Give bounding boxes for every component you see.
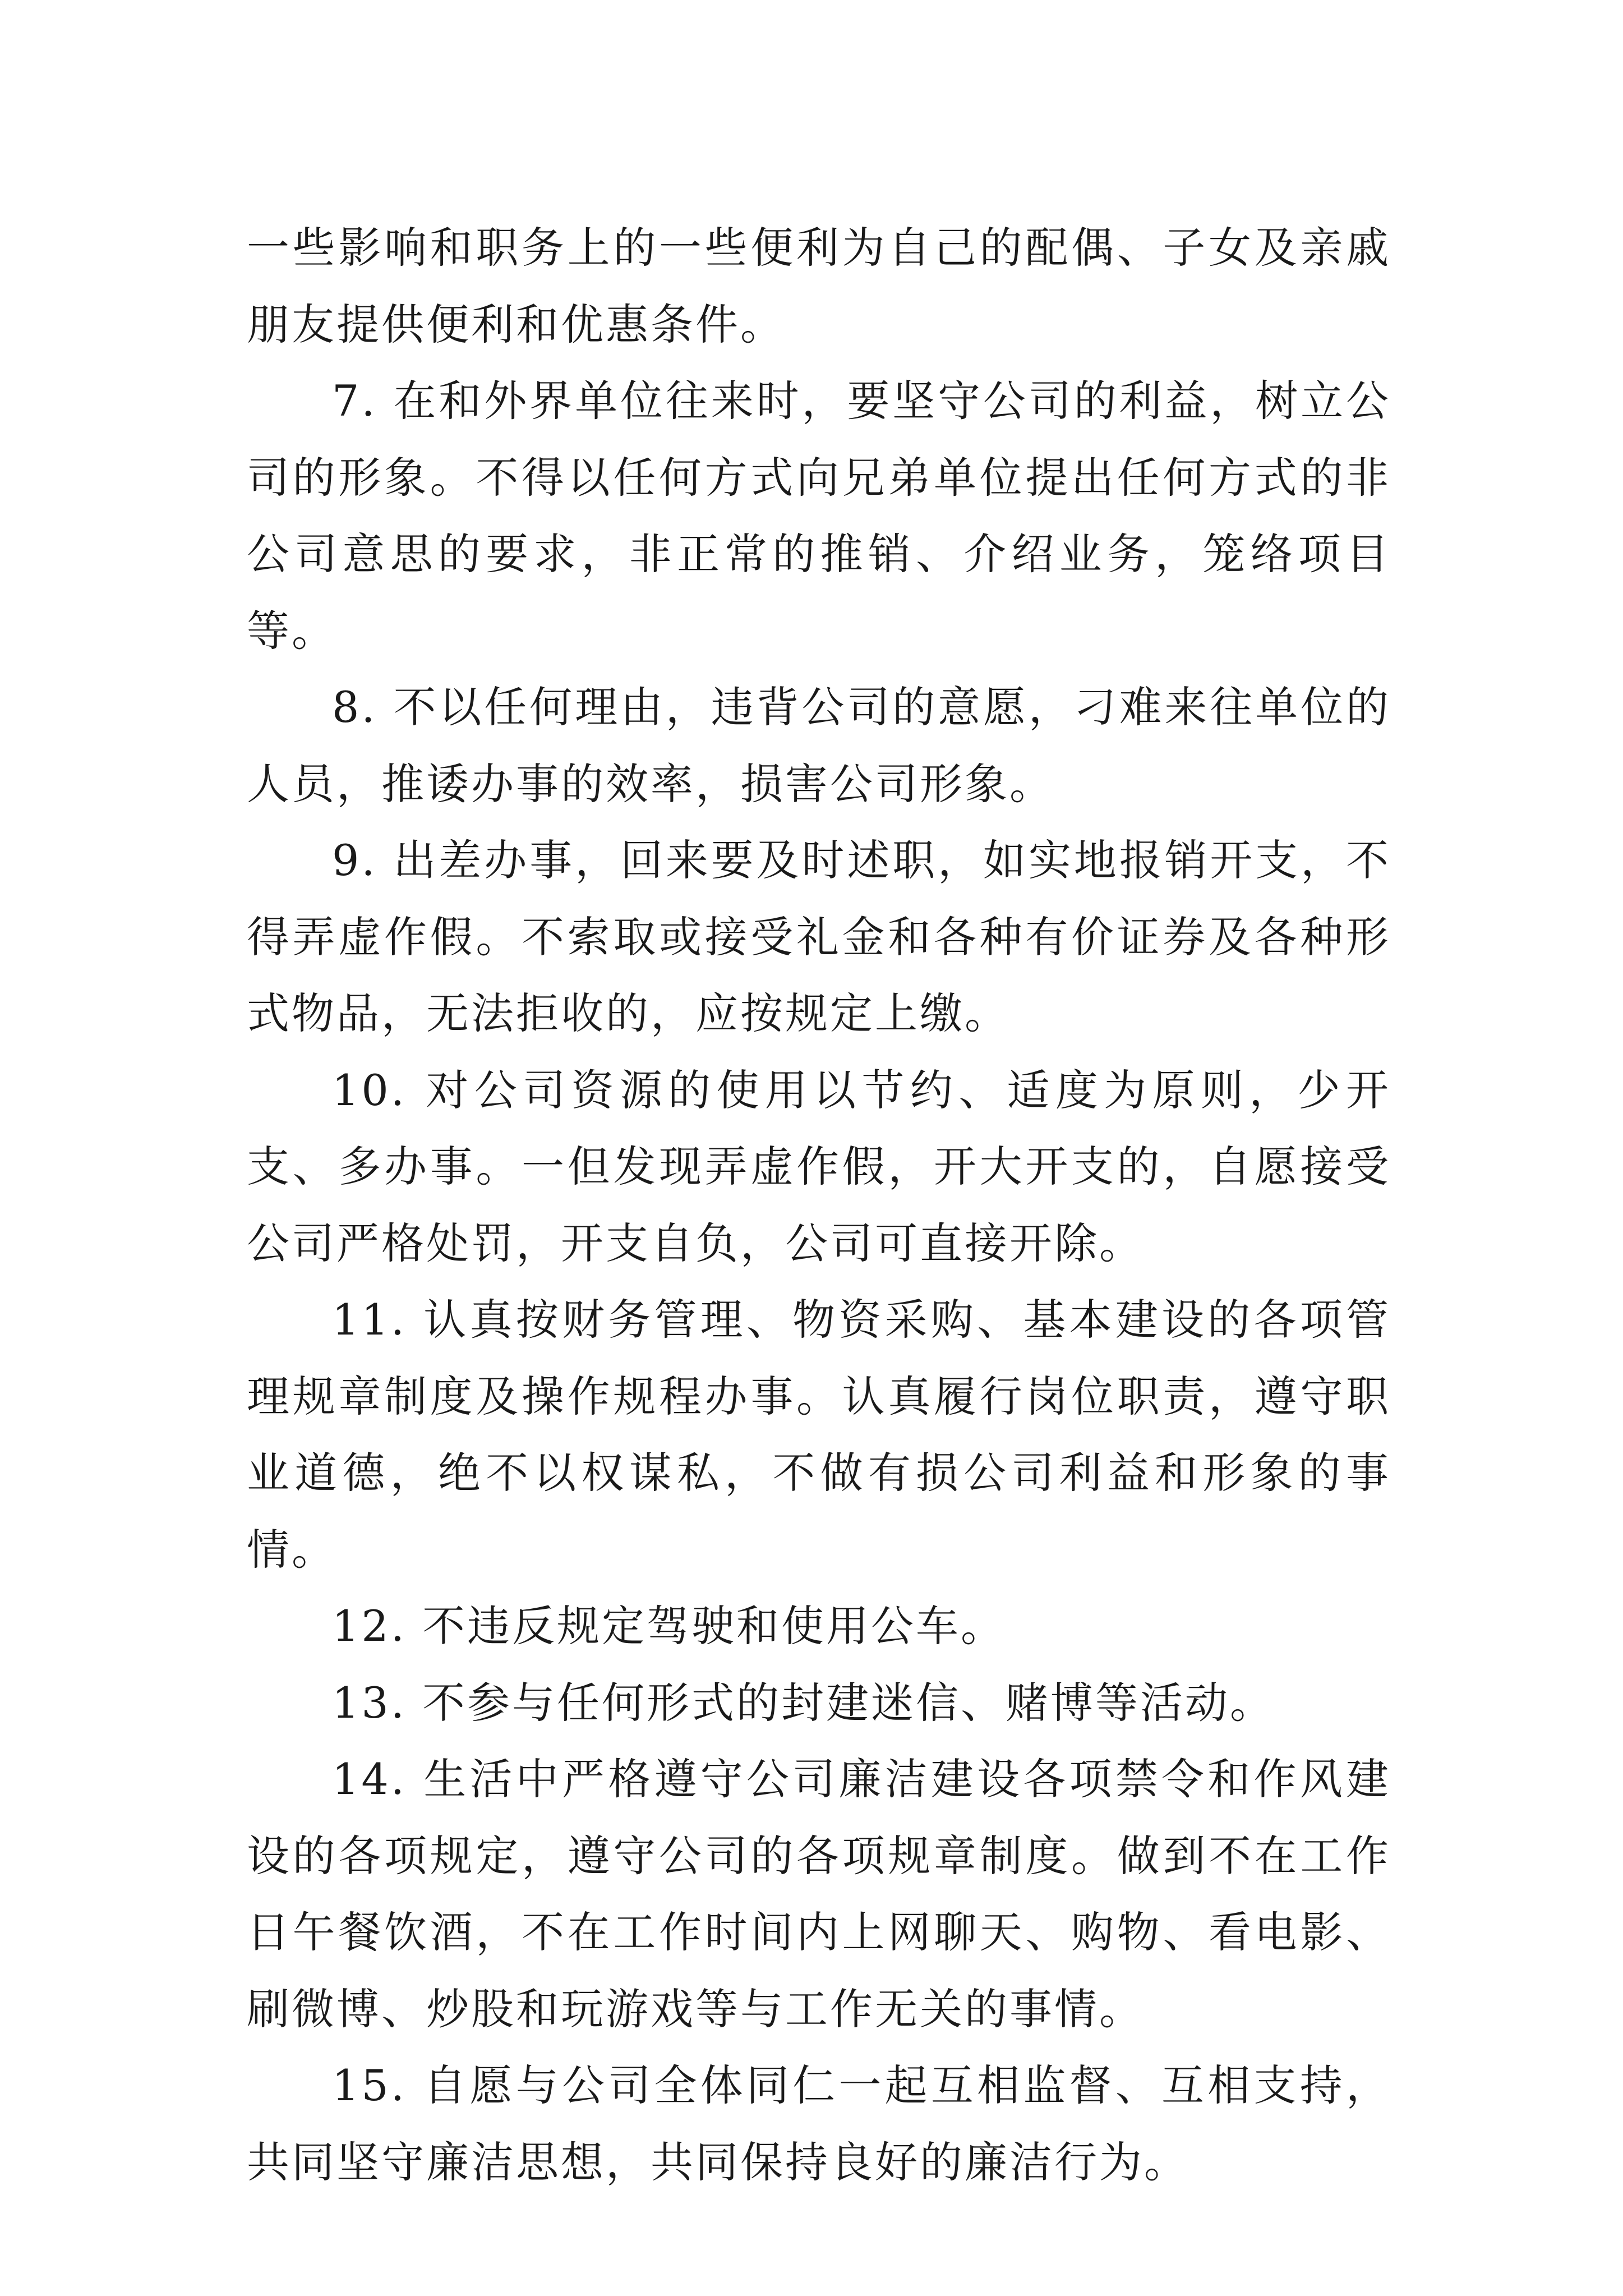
paragraph-item-12: 12. 不违反规定驾驶和使用公车。 xyxy=(332,1601,1006,1651)
document-body xyxy=(247,210,1391,2201)
paragraph-item-7: 7. 在和外界单位往来时，要坚守公司的利益，树立公司的形象。不得以任何方式向兄弟单位提出任何方式的非公司意思的要求，非正常的推销、介绍业务，笼络项目等。 xyxy=(247,376,1391,656)
paragraph-item-15: 15. 自愿与公司全体同仁一起互相监督、互相支持，共同坚守廉洁思想，共同保持良好的廉洁行为。 xyxy=(247,2060,1391,2187)
paragraph-item-13: 13. 不参与任何形式的封建迷信、赌博等活动。 xyxy=(332,1677,1275,1728)
paragraph-item-14: 14. 生活中严格遵守公司廉洁建设各项禁令和作风建设的各项规定，遵守公司的各项规章制度。做到不在工作日午餐饮酒，不在工作时间内上网聊天、购物、看电影、刷微博、炒股和玩游戏等与工作无关的事情。 xyxy=(247,1754,1391,2034)
paragraph-item-9: 9. 出差办事，回来要及时述职，如实地报销开支，不得弄虚作假。不索取或接受礼金和各种有价证券及各种形式物品，无法拒收的，应按规定上缴。 xyxy=(247,835,1391,1038)
paragraph-item-10: 10. 对公司资源的使用以节约、适度为原则，少开支、多办事。一但发现弄虚作假，开大开支的，自愿接受公司严格处罚，开支自负，公司可直接开除。 xyxy=(247,1065,1391,1268)
paragraph-item-8: 8. 不以任何理由，违背公司的意愿，刁难来往单位的人员，推诿办事的效率，损害公司形象。 xyxy=(247,682,1391,809)
paragraph-item-11: 11. 认真按财务管理、物资采购、基本建设的各项管理规章制度及操作规程办事。认真履行岗位职责，遵守职业道德，绝不以权谋私，不做有损公司利益和形象的事情。 xyxy=(247,1295,1391,1575)
paragraph-continuation: 一些影响和职务上的一些便利为自己的配偶、子女及亲戚朋友提供便利和优惠条件。 xyxy=(247,223,1391,349)
